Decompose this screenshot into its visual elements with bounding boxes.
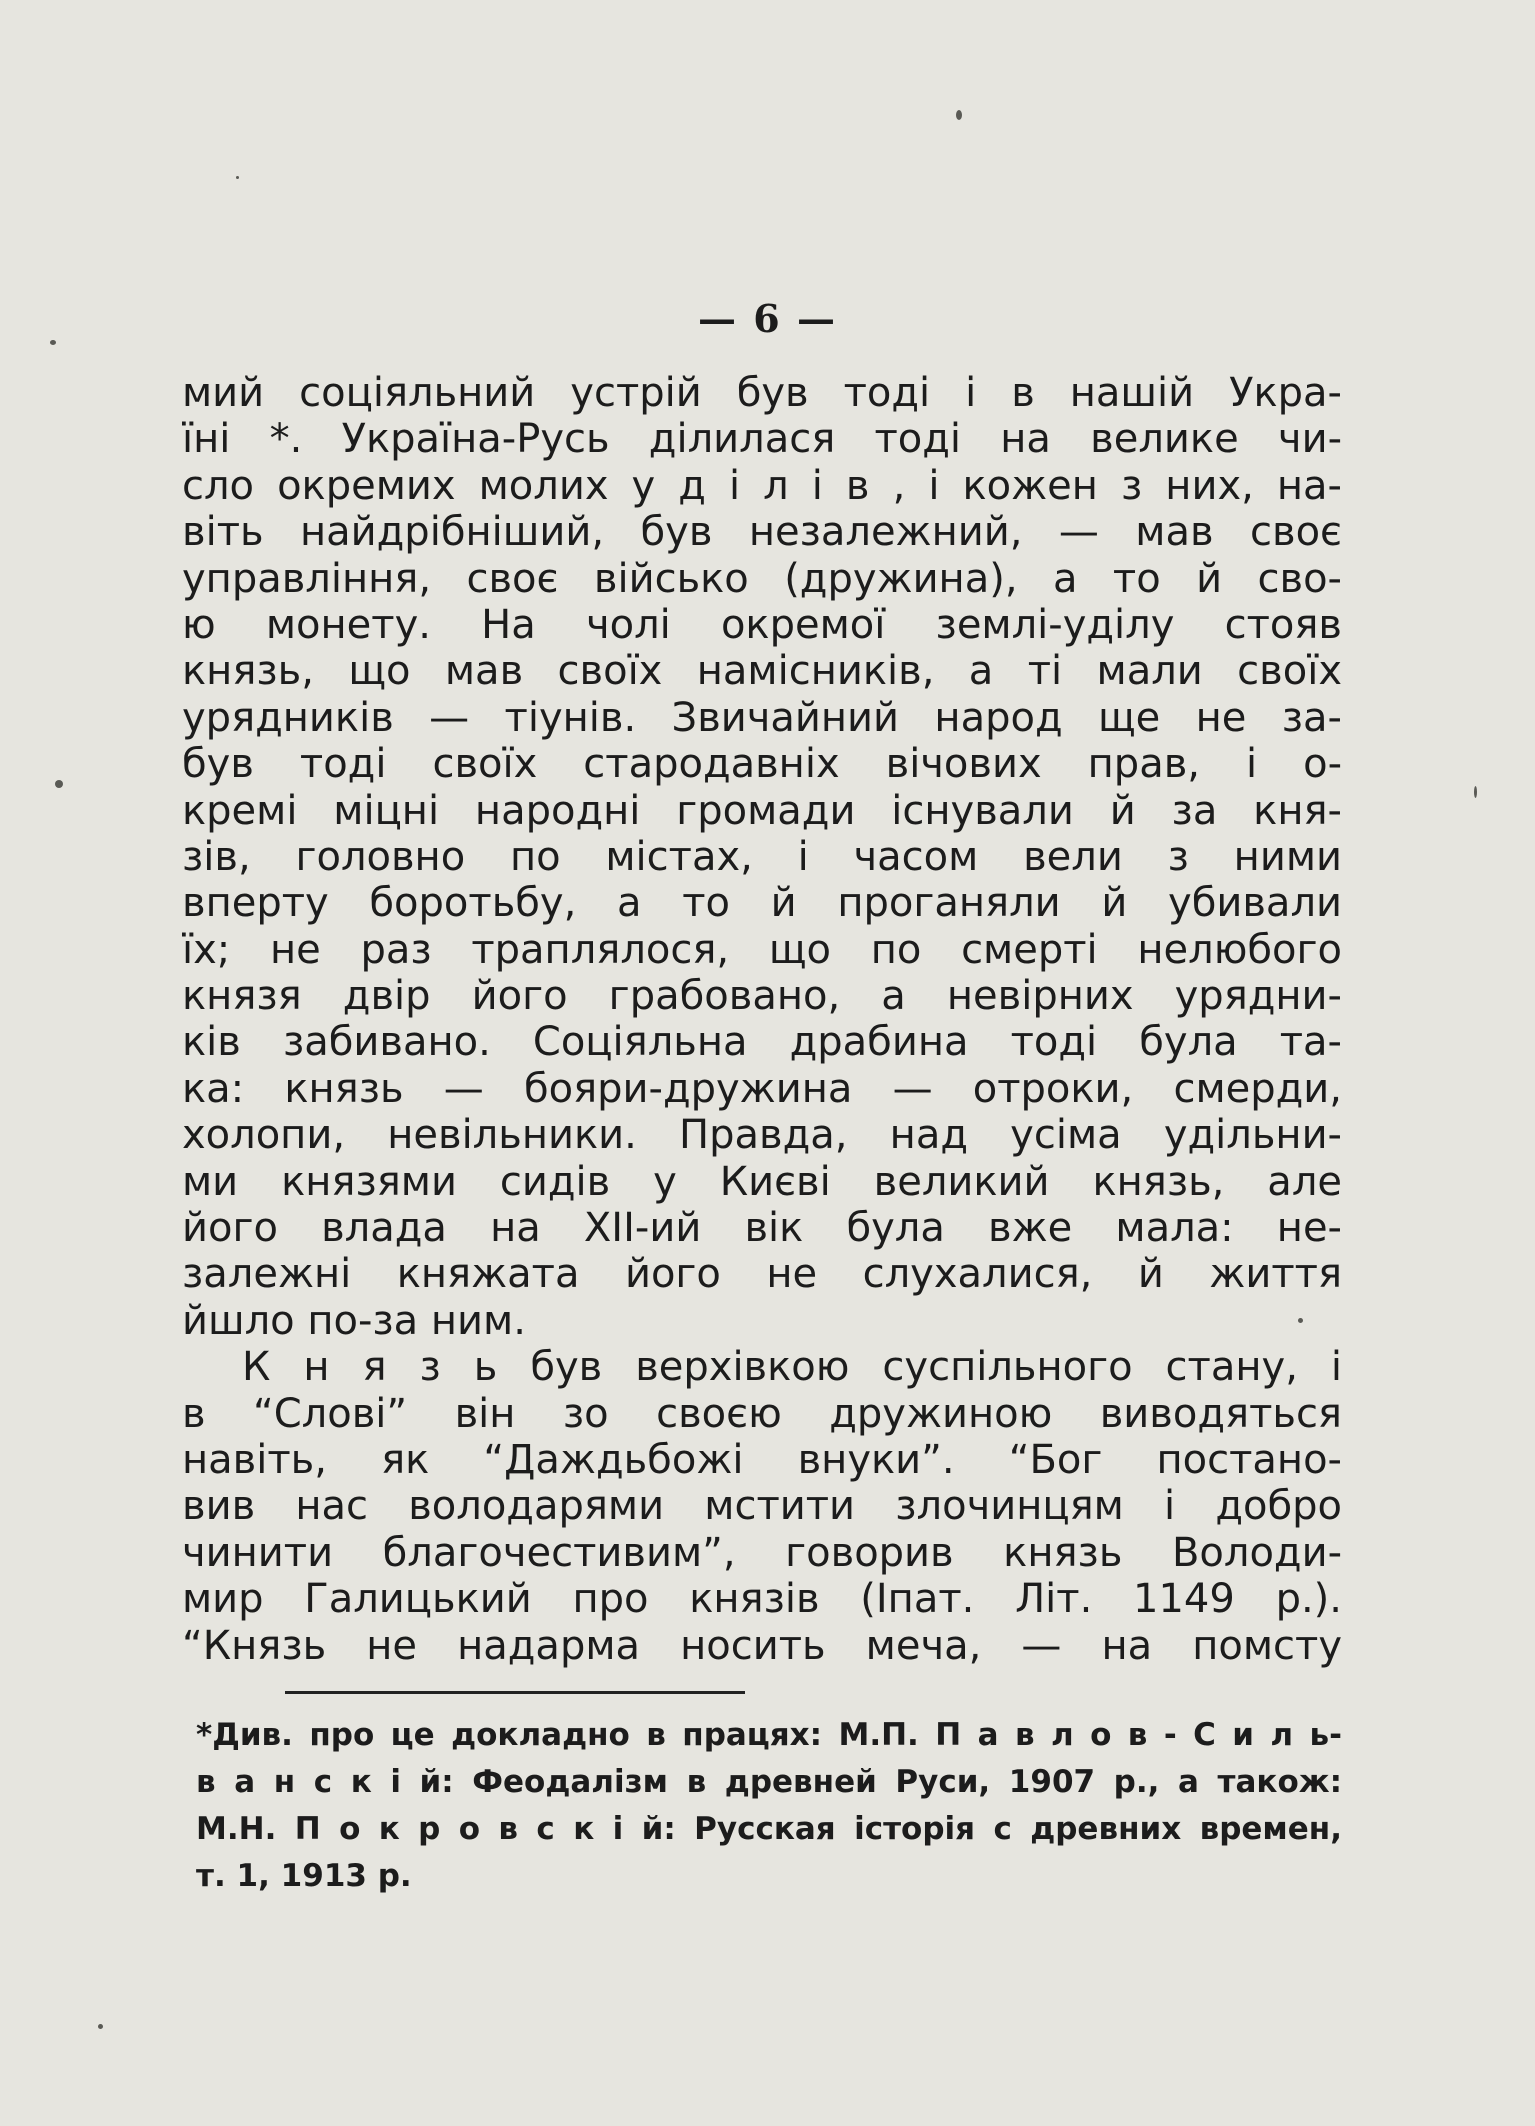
paragraph-start-line: К н я з ь був верхівкою суспільного стану, і — [242, 1344, 1342, 1391]
text-line: чинити благочестивим”, говорив князь Володи- — [182, 1529, 1342, 1576]
text-line: “Князь не надарма носить меча, — на помсту — [182, 1622, 1342, 1669]
text-line: залежні княжата його не слухалися, й життя — [182, 1251, 1342, 1298]
text-line: кремі міцні народні громади існували й за кня- — [182, 787, 1342, 834]
text-line: князь, що мав своїх намісників, а ті мали своїх — [182, 648, 1342, 695]
text-line: управління, своє військо (дружина), а то й сво- — [182, 555, 1342, 602]
text-line: їні *. Україна-Русь ділилася тоді на велике чи- — [182, 416, 1342, 463]
text-line: ю монету. На чолі окремої землі-уділу стояв — [182, 601, 1342, 648]
footnote-line: М.Н. П о к р о в с к і й: Русская історія с древних времен, — [196, 1811, 1342, 1847]
text-line: віть найдрібніший, був незалежний, — мав своє — [182, 509, 1342, 556]
text-line: йшло по-за ним. — [182, 1297, 526, 1344]
text-line: сло окремих молих у д і л і в , і кожен з них, на- — [182, 462, 1342, 509]
paper-speck — [55, 780, 63, 788]
page-number: — 6 — — [698, 296, 837, 341]
text-line: їх; не раз траплялося, що по смерті нелюбого — [182, 926, 1342, 973]
body-text — [182, 370, 1342, 1669]
text-line: зів, головно по містах, і часом вели з ними — [182, 833, 1342, 880]
footnote-line: *Див. про це докладно в працях: М.П. П а в л о в - С и л ь- — [196, 1717, 1342, 1753]
text-line: вперту боротьбу, а то й проганяли й убивали — [182, 880, 1342, 927]
paper-speck — [98, 2024, 103, 2029]
text-line: мий соціяльний устрій був тоді і в нашій Укра- — [182, 370, 1342, 416]
paper-speck — [1298, 1318, 1303, 1323]
text-line: ків забивано. Соціяльна драбина тоді була та- — [182, 1019, 1342, 1066]
text-line: навіть, як “Даждьбожі внуки”. “Бог постано- — [182, 1436, 1342, 1483]
text-line: мир Галицький про князів (Іпат. Літ. 1149 р.). — [182, 1576, 1342, 1623]
text-line: ка: князь — бояри-дружина — отроки, смерди, — [182, 1065, 1342, 1112]
text-line: урядників — тіунів. Звичайний народ ще не за- — [182, 694, 1342, 741]
text-line: ми князями сидів у Києві великий князь, але — [182, 1158, 1342, 1205]
text-line: його влада на XII-ий вік була вже мала: не- — [182, 1205, 1342, 1252]
text-line: князя двір його грабовано, а невірних урядни- — [182, 973, 1342, 1020]
paper-speck — [956, 110, 962, 120]
paper-speck — [50, 340, 56, 345]
paper-speck — [1474, 786, 1477, 798]
text-line: холопи, невільники. Правда, над усіма удільни- — [182, 1112, 1342, 1159]
footnote-line: в а н с к і й: Феодалізм в древней Руси, 1907 р., а також: — [196, 1764, 1342, 1800]
paper-speck — [236, 176, 239, 179]
text-line: вив нас володарями мстити злочинцям і добро — [182, 1483, 1342, 1530]
text-line: був тоді своїх стародавніх вічових прав, і о- — [182, 741, 1342, 788]
footnote-divider — [285, 1691, 745, 1694]
footnote-line: т. 1, 1913 р. — [196, 1858, 412, 1894]
footnote — [196, 1712, 1342, 1900]
text-line: в “Слові” він зо своєю дружиною виводяться — [182, 1390, 1342, 1437]
